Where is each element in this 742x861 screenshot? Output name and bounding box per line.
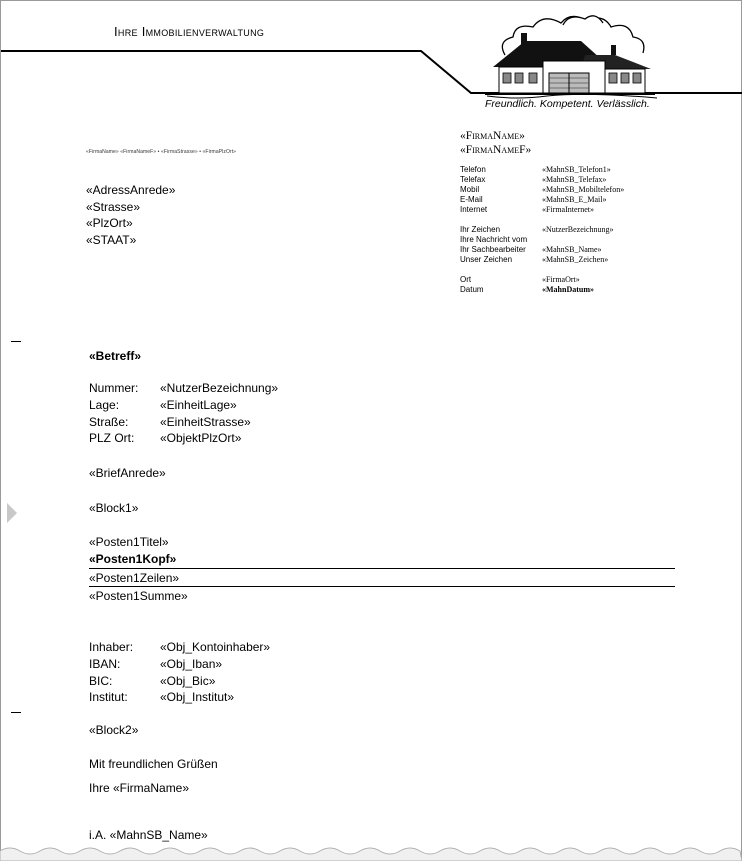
header-graphic [1, 1, 742, 131]
info-row-ort: Ort «FirmaOrt» [460, 275, 580, 284]
brief-anrede: «BriefAnrede» [89, 466, 166, 480]
betreff: «Betreff» [89, 349, 142, 363]
recipient-address [86, 182, 175, 248]
brand-title: Ihre Immobilienverwaltung [114, 24, 265, 39]
recipient-plz-ort: «PlzOrt» [86, 216, 133, 230]
closing-firm: Ihre «FirmaName» [89, 781, 190, 795]
fold-mark-bottom [11, 712, 21, 713]
sender-line: «FirmaName» «FirmaNameF» • «FirmaStrasse» • «FirmaPlzOrt» [86, 149, 237, 155]
closing-greeting: Mit freundlichen Grüßen [89, 757, 218, 771]
firm-block [460, 129, 531, 157]
recipient-staat: «STAAT» [86, 232, 137, 247]
info-row-internet: Internet «FirmaInternet» [460, 205, 594, 214]
block2: «Block2» [89, 723, 139, 737]
info-row-sachbearbeiter: Ihr Sachbearbeiter «MahnSB_Name» [460, 245, 602, 254]
firm-name-f: «FirmaNameF» [460, 144, 532, 156]
block1: «Block1» [89, 501, 139, 515]
posten-zeilen: «Posten1Zeilen» [89, 571, 180, 585]
fold-mark-top [11, 341, 21, 342]
info-row-email: E-Mail «MahnSB_E_Mail» [460, 195, 607, 204]
info-row-unser-zeichen: Unser Zeichen «MahnSB_Zeichen» [460, 255, 609, 264]
info-row-datum: Datum «MahnDatum» [460, 285, 595, 294]
posten-titel: «Posten1Titel» [89, 535, 169, 549]
posten-summe: «Posten1Summe» [89, 589, 188, 603]
posten-rule-bottom [89, 586, 675, 587]
torn-page-edge [0, 843, 742, 861]
recipient-strasse: «Strasse» [86, 199, 141, 214]
bank-row: Inhaber: «Obj_Kontoinhaber» [89, 640, 271, 654]
bank-details [89, 639, 270, 706]
info-row-ihre-nachricht: Ihre Nachricht vom [460, 235, 528, 244]
info-row-telefax: Telefax «MahnSB_Telefax» [460, 175, 607, 184]
signature: i.A. «MahnSB_Name» [89, 828, 208, 842]
recipient-anrede: «AdressAnrede» [86, 183, 176, 197]
posten-rule-top [89, 568, 675, 569]
bank-row: BIC: «Obj_Bic» [89, 673, 216, 688]
page-nav-arrow-icon[interactable] [7, 503, 17, 523]
posten-kopf: «Posten1Kopf» [89, 552, 177, 566]
slogan: Freundlich. Kompetent. Verlässlich. [485, 98, 650, 110]
info-row-ihr-zeichen: Ihr Zeichen «NutzerBezeichnung» [460, 225, 614, 234]
objekt-row: Straße: «EinheitStrasse» [89, 414, 251, 429]
objekt-details [89, 380, 278, 447]
info-spacer [460, 215, 624, 225]
bank-row: Institut: «Obj_Institut» [89, 690, 235, 705]
info-table [460, 165, 624, 295]
objekt-row: Nummer: «NutzerBezeichnung» [89, 381, 279, 395]
objekt-row: PLZ Ort: «ObjektPlzOrt» [89, 431, 242, 446]
objekt-row: Lage: «EinheitLage» [89, 397, 237, 412]
info-row-mobil: Mobil «MahnSB_Mobiltelefon» [460, 185, 625, 194]
bank-row: IBAN: «Obj_Iban» [89, 656, 223, 671]
firm-name: «FirmaName» [460, 130, 525, 142]
house-logo [485, 16, 657, 98]
info-row-telefon: Telefon «MahnSB_Telefon1» [460, 165, 611, 174]
info-spacer [460, 265, 624, 275]
